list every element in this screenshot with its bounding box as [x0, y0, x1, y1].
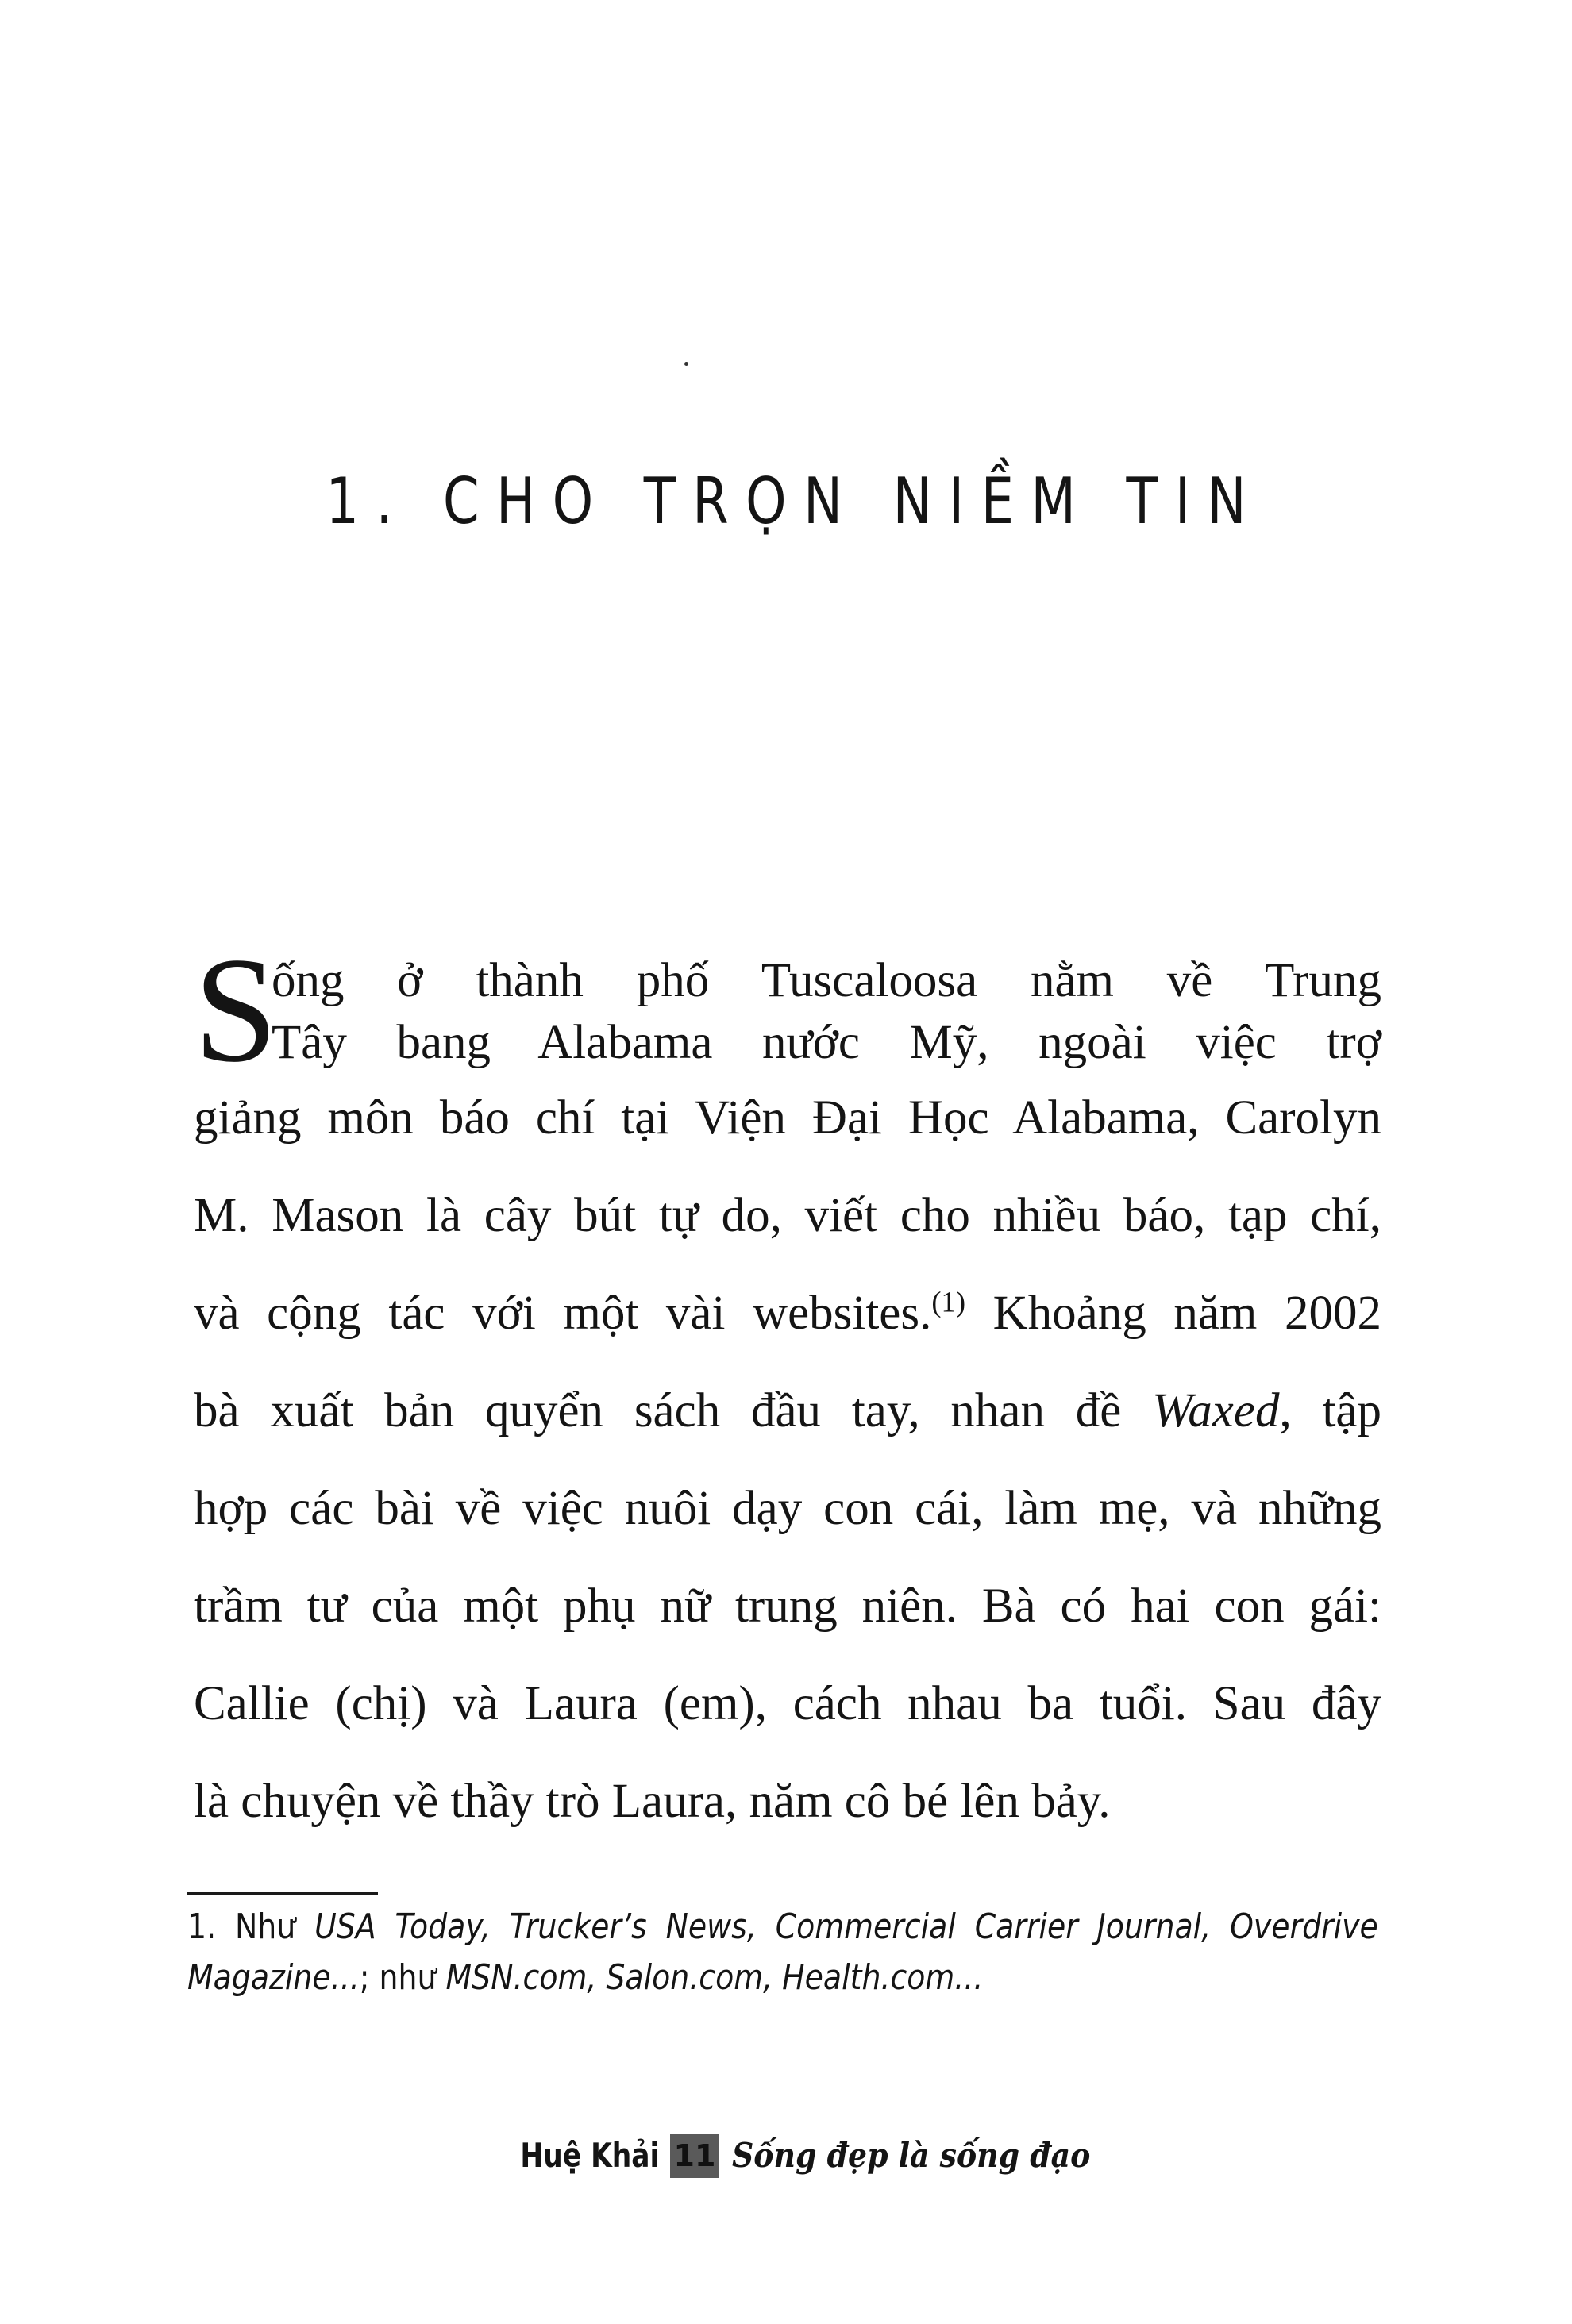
paragraph-remaining-lines	[194, 1069, 1381, 1850]
print-speck	[684, 362, 688, 366]
line-6-text-b: , tập	[1279, 1384, 1381, 1437]
footnote-line-2	[187, 1953, 1378, 2003]
footnote-number: 1. Như	[187, 1907, 315, 1947]
paragraph-line-4: M. Mason là cây bút tự do, viết cho nhiều báo, tạp chí,	[194, 1189, 1381, 1242]
line-5-text-a: và cộng tác với một vài websites.	[194, 1287, 932, 1340]
book-title-waxed: Waxed	[1152, 1384, 1280, 1437]
paragraph-line-10: là chuyện về thầy trò Laura, năm cô bé lên bảy.	[194, 1775, 1111, 1828]
line-5-text-b: Khoảng năm 2002	[965, 1287, 1381, 1340]
footnote-sources-1: USA Today, Trucker’s News, Commercial Carrier Journal, Overdrive	[314, 1907, 1378, 1947]
footnote-sources-2: Magazine...	[187, 1957, 360, 1998]
body-paragraph	[194, 927, 1381, 1828]
line-6-text-a: bà xuất bản quyển sách đầu tay, nhan đề	[194, 1384, 1153, 1437]
paragraph-line-1: ống ở thành phố Tuscaloosa nằm về Trung	[272, 954, 1381, 1007]
footnote	[187, 1902, 1378, 2003]
footer-author: Huệ Khải	[520, 2136, 659, 2175]
running-footer	[0, 2132, 1572, 2180]
footer-book-title: Sống đẹp là sống đạo	[732, 2136, 1091, 2175]
chapter-title: 1. CHO TRỌN NIỀM TIN	[326, 464, 1263, 538]
page-number: 11	[670, 2134, 719, 2178]
footnote-reference: (1)	[931, 1285, 966, 1318]
drop-cap: S	[194, 927, 278, 1094]
paragraph-line-6	[194, 1362, 1381, 1460]
paragraph-line-5	[194, 1264, 1381, 1362]
paragraph-line-9: Callie (chị) và Laura (em), cách nhau ba tuổi. Sau đây	[194, 1677, 1381, 1730]
paragraph-line-8: trầm tư của một phụ nữ trung niên. Bà có hai con gái:	[194, 1579, 1381, 1633]
footnote-line-1	[187, 1902, 1378, 1953]
drop-cap-block	[194, 927, 1381, 1828]
paragraph-line-3: giảng môn báo chí tại Viện Đại Học Alabama, Carolyn	[194, 1091, 1381, 1145]
paragraph-line-2: Tây bang Alabama nước Mỹ, ngoài việc trợ	[272, 1016, 1381, 1069]
footnote-divider	[187, 1892, 378, 1895]
footnote-sources-3: MSN.com, Salon.com, Health.com...	[445, 1957, 984, 1998]
paragraph-line-7: hợp các bài về việc nuôi dạy con cái, làm mẹ, và những	[194, 1482, 1381, 1535]
footnote-joiner: ; như	[359, 1957, 446, 1998]
